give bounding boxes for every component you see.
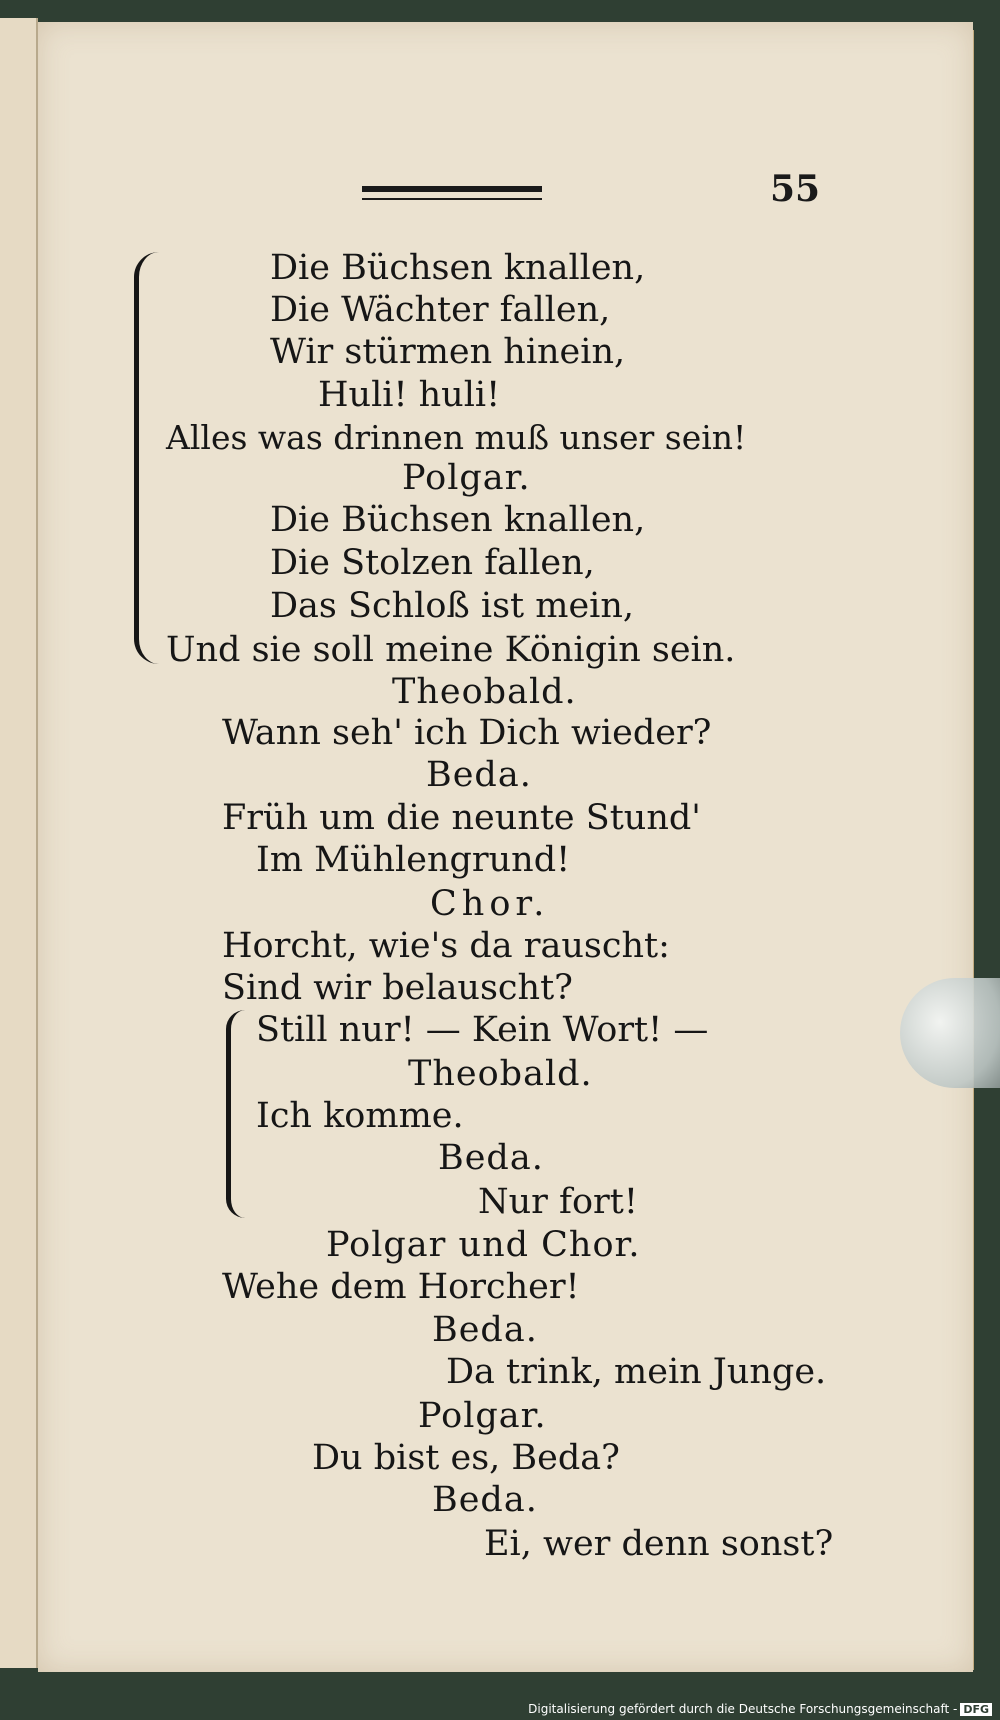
- speaker-name: Theobald.: [392, 672, 577, 712]
- verse-line: Huli! huli!: [318, 375, 501, 415]
- dfg-logo: DFG: [960, 1703, 992, 1716]
- verse-line: Alles was drinnen muß unser sein!: [166, 418, 747, 457]
- verse-line: Horcht, wie's da rauscht:: [222, 926, 670, 966]
- speaker-name: Beda.: [426, 755, 532, 795]
- verse-line: Da trink, mein Junge.: [446, 1352, 827, 1392]
- verse-line: Die Büchsen knallen,: [270, 500, 646, 540]
- verse-line: Die Wächter fallen,: [270, 290, 611, 330]
- speaker-name: Beda.: [432, 1480, 538, 1520]
- digitization-footer: [528, 1702, 992, 1716]
- verse-line: Die Stolzen fallen,: [270, 543, 595, 583]
- verse-line: Und sie soll meine Königin sein.: [166, 630, 736, 670]
- verse-line: Still nur! — Kein Wort! —: [256, 1010, 709, 1050]
- verse-line: Das Schloß ist mein,: [270, 586, 635, 626]
- speaker-name: Chor.: [430, 884, 550, 924]
- verse-line: Sind wir belauscht?: [222, 968, 573, 1008]
- header-rule-thin: [362, 198, 542, 200]
- header-rule-thick: [362, 186, 542, 192]
- speaker-name: Beda.: [438, 1138, 544, 1178]
- page-number: 55: [770, 168, 821, 210]
- left-page-edge: [0, 18, 38, 1668]
- verse-line: Die Büchsen knallen,: [270, 248, 646, 288]
- speaker-name: Polgar und Chor.: [326, 1225, 641, 1265]
- verse-line: Nur fort!: [478, 1182, 638, 1222]
- speaker-name: Polgar.: [402, 458, 531, 498]
- bracket-left-2: [226, 1010, 245, 1218]
- verse-line: Wann seh' ich Dich wieder?: [222, 713, 712, 753]
- verse-line: Früh um die neunte Stund': [222, 798, 701, 838]
- verse-line: Wehe dem Horcher!: [222, 1267, 580, 1307]
- speaker-name: Theobald.: [408, 1054, 593, 1094]
- footer-text: Digitalisierung gefördert durch die Deutsche Forschungsgemeinschaft -: [528, 1702, 958, 1716]
- verse-line: Ei, wer denn sonst?: [484, 1524, 834, 1564]
- verse-line: Wir stürmen hinein,: [270, 332, 626, 372]
- page-clip: [900, 978, 1000, 1088]
- speaker-name: Beda.: [432, 1310, 538, 1350]
- verse-line: Im Mühlengrund!: [256, 840, 571, 880]
- verse-line: Du bist es, Beda?: [312, 1438, 620, 1478]
- bracket-left-1: [134, 252, 159, 664]
- verse-line: Ich komme.: [256, 1096, 464, 1136]
- speaker-name: Polgar.: [418, 1396, 547, 1436]
